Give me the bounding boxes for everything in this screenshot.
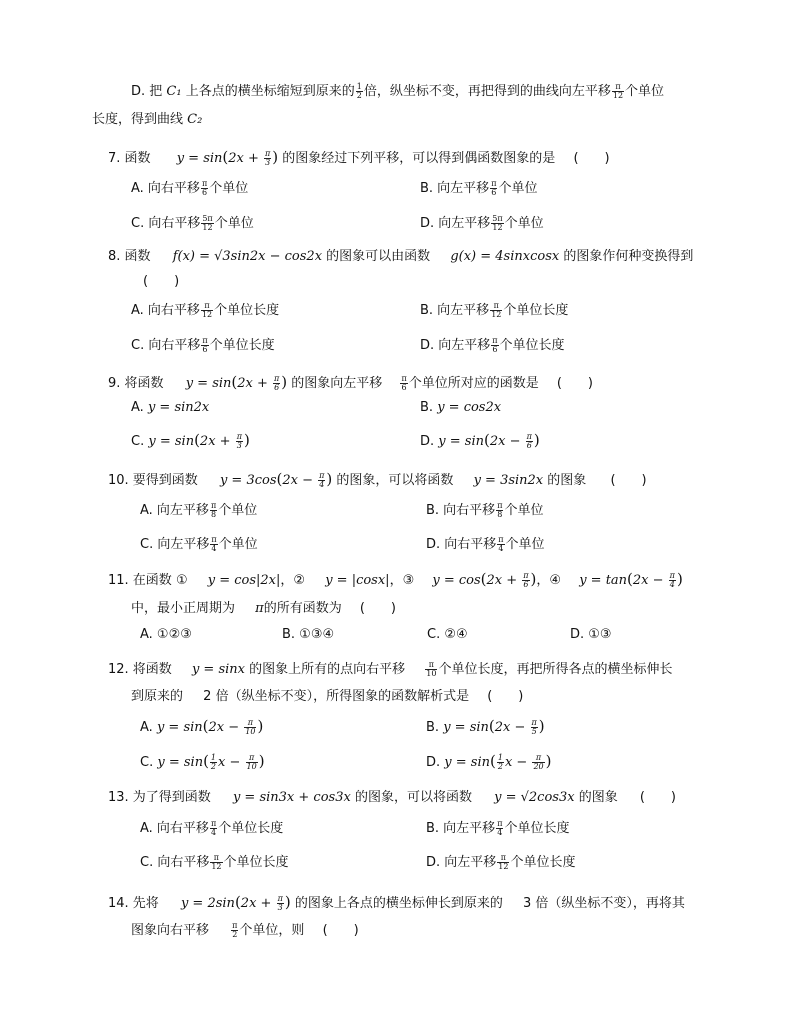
q12-formula: y = sinx [191,662,245,677]
q11-option-a[interactable]: A. ①②③ [140,627,192,642]
q11-stem-line1: 11. 在函数 ① y = cos|2x|，② y = |cosx|，③ y = cos(2x + $\frac{\pi}{6}$ )，④ y = tan(2x − $\frac{\pi}{4}$ ) [108,570,683,589]
q7-option-d[interactable]: D. 向左平移 $\frac{5\pi}{12}$ 个单位 [420,214,544,232]
q11-formula-1: y = cos|2x| [207,573,281,588]
question-text: 的图象，可以将函数 [336,473,454,488]
answer-blank: ( ) [359,601,397,616]
q11-stem-line2: 中，最小正周期为 π的所有函数为 ( ) [131,601,397,616]
q8-answer-blank: ( ) [143,274,180,289]
q7-option-a[interactable]: A. 向右平移 $\frac{\pi}{6}$ 个单位 [131,179,249,197]
q11-formula-4: y = tan(2x − $\frac{\pi}{4}$ ) [579,570,683,589]
q12-option-d[interactable]: D. y = sin( $\frac{1}{2}$ x − $\frac{\pi}{20}$ ) [426,752,552,771]
q14-stem-line1: 14. 先将 y = 2sin(2x + $\frac{\pi}{3}$ ) 的图象上各点的横坐标伸长到原来的 3 倍（纵坐标不变），再将其 [108,893,685,912]
question-number: 10. 要得到函数 [108,473,198,488]
q13-option-a[interactable]: A. 向右平移 $\frac{\pi}{4}$ 个单位长度 [140,819,284,837]
q14-formula: y = 2sin(2x + $\frac{\pi}{3}$ ) [180,893,291,912]
q8-formula-f: f(x) = √3sin2x − cos2x [172,249,323,264]
q11-option-c[interactable]: C. ②④ [427,627,468,642]
q9-option-a[interactable]: A. y = sin2x [131,400,210,415]
answer-blank: ( ) [487,689,524,704]
q13-option-b[interactable]: B. 向左平移 $\frac{\pi}{4}$ 个单位长度 [426,819,570,837]
q9-option-b[interactable]: B. y = cos2x [420,400,502,415]
q10-option-a[interactable]: A. 向左平移 $\frac{\pi}{8}$ 个单位 [140,501,258,519]
answer-blank: ( ) [610,473,647,488]
answer-blank: ( ) [639,790,676,805]
q10-option-c[interactable]: C. 向左平移 $\frac{\pi}{4}$ 个单位 [140,535,258,553]
q8-stem [108,248,693,266]
q13-stem: 13. 为了得到函数 y = sin3x + cos3x 的图象，可以将函数 y = √2cos3x 的图象 ( ) [108,790,676,805]
question-text: 的图象经过下列平移，可以得到偶函数图象的是 [282,151,556,166]
q11-option-d[interactable]: D. ①③ [570,627,612,642]
answer-blank: ( ) [573,151,610,166]
q13-option-c[interactable]: C. 向右平移 $\frac{\pi}{12}$ 个单位长度 [140,853,289,871]
q9-option-d[interactable]: D. y = sin(2x − $\frac{\pi}{6}$ ) [420,431,540,450]
q7-option-b[interactable]: B. 向左平移 $\frac{\pi}{6}$ 个单位 [420,179,538,197]
q6-option-d-line2 [92,111,202,129]
answer-blank: ( ) [556,376,594,391]
q8-option-a[interactable]: A. 向右平移 $\frac{\pi}{12}$ 个单位长度 [131,301,280,319]
q7-stem [108,148,610,168]
question-text: 的图象作何种变换得到 [563,249,694,264]
question-text: 的图象向左平移 [291,376,383,391]
q13-formula: y = sin3x + cos3x [232,790,351,805]
question-number: 12. 将函数 [108,662,172,677]
q12-stem-line2: 到原来的 2 倍（纵坐标不变），所得图象的函数解析式是 ( ) [131,689,524,704]
question-number: 11. 在函数 ① [108,573,188,588]
question-text: 的图象可以由函数 [326,249,431,264]
q12-option-a[interactable]: A. y = sin(2x − $\frac{\pi}{10}$ ) [140,717,264,736]
q8-option-b[interactable]: B. 向左平移 $\frac{\pi}{12}$ 个单位长度 [420,301,569,319]
q7-option-c[interactable]: C. 向右平移 $\frac{5\pi}{12}$ 个单位 [131,214,254,232]
q8-option-d[interactable]: D. 向左平移 $\frac{\pi}{6}$ 个单位长度 [420,336,565,354]
question-text: 的图象 [547,473,587,488]
question-number: 7. 函数 [108,151,151,166]
fraction: $\frac{\pi}{12}$ [612,82,624,100]
q8-formula-g: g(x) = 4sinxcosx [450,249,560,264]
q9-formula: y = sin(2x + $\frac{\pi}{6}$ ) [185,373,288,392]
q13-option-d[interactable]: D. 向左平移 $\frac{\pi}{12}$ 个单位长度 [426,853,576,871]
question-number: 8. 函数 [108,249,151,264]
q11-option-b[interactable]: B. ①③④ [282,627,335,642]
q6d-text: 长度，得到曲线 [92,112,184,127]
curve-c2: C₂ [187,112,203,127]
q6d-text: D. 把 [131,84,163,99]
q9-stem: 9. 将函数 y = sin(2x + $\frac{\pi}{6}$ ) 的图象向左平移 $\frac{\pi}{6}$ 个单位所对应的函数是 ( ) [108,373,594,392]
q8-option-c[interactable]: C. 向右平移 $\frac{\pi}{6}$ 个单位长度 [131,336,275,354]
q10-option-d[interactable]: D. 向右平移 $\frac{\pi}{4}$ 个单位 [426,535,545,553]
q10-option-b[interactable]: B. 向右平移 $\frac{\pi}{8}$ 个单位 [426,501,544,519]
question-text: 个单位所对应的函数是 [408,376,539,391]
q12-stem-line1: 12. 将函数 y = sinx 的图象上所有的点向右平移 $\frac{\pi}{10}$ 个单位长度，再把所得各点的横坐标伸长 [108,660,673,678]
question-number: 9. 将函数 [108,376,164,391]
q12-option-c[interactable]: C. y = sin( $\frac{1}{2}$ x − $\frac{\pi}{10}$ ) [140,752,265,771]
q7-formula: y = sin(2x + $\frac{\pi}{3}$ ) [176,148,279,167]
q6d-text: 个单位 [625,84,665,99]
q10-formula-g: y = 3sin2x [473,473,544,488]
q6d-text: 上各点的横坐标缩短到原来的 [185,84,355,99]
q10-formula: y = 3cos(2x − $\frac{\pi}{4}$ ) [219,470,333,489]
answer-blank: ( ) [322,923,359,938]
q14-stem-line2: 图象向右平移 $\frac{\pi}{2}$ 个单位，则 ( ) [131,921,359,939]
q13-formula-g: y = √2cos3x [494,790,575,805]
q11-formula-3: y = cos(2x + $\frac{\pi}{6}$ ) [432,570,537,589]
fraction: $\frac{1}{2}$ [356,82,362,100]
q12-option-b[interactable]: B. y = sin(2x − $\frac{\pi}{5}$ ) [426,717,545,736]
q10-stem [108,470,647,490]
question-number: 13. 为了得到函数 [108,790,211,805]
q6-option-d-line1 [131,83,664,101]
q9-option-c[interactable]: C. y = sin(2x + $\frac{\pi}{3}$ ) [131,431,250,450]
curve-c1: C₁ [166,84,182,99]
q6d-text: 倍，纵坐标不变，再把得到的曲线向左平移 [363,84,611,99]
question-number: 14. 先将 [108,896,159,911]
q11-formula-2: y = |cosx| [325,573,390,588]
